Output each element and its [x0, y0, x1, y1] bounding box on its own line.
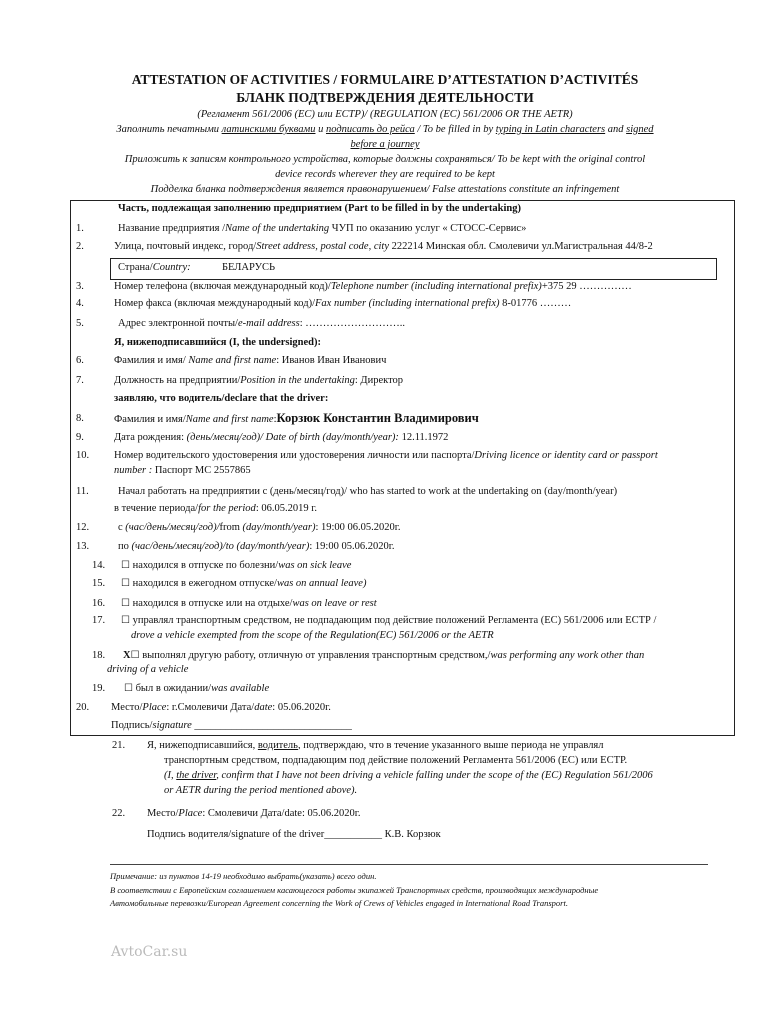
footnote: Примечание: из пунктов 14-19 необходимо выбрать(указать) всего один.	[110, 871, 377, 881]
item-number: 4.	[76, 298, 84, 309]
period-from-field: с (час/день/месяц/год)/from (day/month/year): 19:00 06.05.2020г.	[118, 522, 401, 533]
exempt-vehicle-option-cont: drove a vehicle exempted from the scope of the Regulation(EC) 561/2006 or the AETR	[131, 630, 494, 641]
company-section-heading: Часть, подлежащая заполнению предприятием (Part to be filled in by the undertaking)	[118, 203, 522, 214]
available-option[interactable]: ☐ был в ожидании/was available	[124, 683, 270, 694]
checkbox-icon[interactable]: ☐	[121, 560, 130, 571]
item-number: 10.	[76, 450, 90, 461]
item-number: 18.	[92, 650, 106, 661]
forgery-warning: Подделка бланка подтверждения является правонарушением/ False attestations constitute an infringement	[150, 184, 620, 195]
annual-leave-option[interactable]: ☐ находился в ежегодном отпуске/was on annual leave)	[121, 578, 367, 589]
regulation-reference: (Регламент 561/2006 (ЕС) или ЕСТР)/ (REGULATION (EC) 561/2006 OR THE AETR)	[197, 109, 573, 120]
driver-confirmation-english: (I, the driver, confirm that I have not been driving a vehicle falling under the scope of the (EC) Regulation 561/2006	[164, 770, 653, 781]
checkbox-icon[interactable]: ☐	[130, 650, 140, 661]
manager-name-field: Фамилия и имя/ Name and first name: Иванов Иван Иванович	[114, 355, 387, 366]
footer-divider	[110, 864, 708, 865]
email-field: Адрес электронной почты/e-mail address: ………………………..	[118, 318, 405, 329]
fill-instruction: Заполнить печатными латинскими буквами и подписать до рейса / To be filled in by typing in Latin characters and signed	[116, 124, 654, 135]
driver-signature-field[interactable]: Подпись водителя/signature of the driver___________ К.В. Корзюк	[147, 829, 441, 840]
item-number: 2.	[76, 241, 84, 252]
item-number: 7.	[76, 375, 84, 386]
item-number: 14.	[92, 560, 106, 571]
country-box	[110, 258, 717, 280]
country-field: Страна/Country:	[118, 262, 191, 273]
place-date-field: Место/Place: г.Смолевичи Дата/date: 05.06.2020г.	[111, 702, 331, 713]
sick-leave-option[interactable]: ☐ находился в отпуске по болезни/was on sick leave	[121, 560, 352, 571]
start-work-field: Начал работать на предприятии с (день/месяц/год)/ who has started to work at the undertaking on (day/month/year)	[118, 486, 618, 497]
form-title-russian: БЛАНК ПОДТВЕРЖДЕНИЯ ДЕЯТЕЛЬНОСТИ	[236, 90, 534, 105]
driver-confirmation-english-cont: or AETR during the period mentioned above).	[164, 785, 358, 796]
driver-confirmation-cont: транспортным средством, подпадающим под действие положений Регламента 561/2006 (ЕС) или ЕСТР.	[164, 755, 628, 766]
item-number: 12.	[76, 522, 90, 533]
signature-field[interactable]: Подпись/signature ______________________________	[111, 720, 352, 731]
declare-heading: заявляю, что водитель/declare that the driver:	[114, 393, 329, 404]
item-number: 20.	[76, 702, 90, 713]
checked-mark: X	[123, 650, 131, 661]
agreement-note: В соответствии с Европейским соглашением касающегося работы экипажей Транспортных средств, производящих международные	[110, 885, 599, 895]
checkbox-icon[interactable]: ☐	[124, 683, 133, 694]
leave-rest-option[interactable]: ☐ находился в отпуске или на отдыхе/was on leave or rest	[121, 598, 377, 609]
fill-instruction-cont: before a journey	[350, 139, 420, 150]
item-number: 11.	[76, 486, 89, 497]
other-work-option[interactable]: X☐ выполнял другую работу, отличную от управления транспортным средством,/was performing any work other than	[123, 650, 645, 661]
driver-name-field: Фамилия и имя/Name and first name:Корзюк Константин Владимирович	[114, 411, 479, 425]
item-number: 17.	[92, 615, 106, 626]
item-number: 6.	[76, 355, 84, 366]
driver-place-date-field: Место/Place: Смолевичи Дата/date: 05.06.2020г.	[147, 808, 361, 819]
other-work-option-cont: driving of a vehicle	[107, 664, 189, 675]
licence-field-cont: number : Паспорт МС 2557865	[114, 465, 251, 476]
item-number: 13.	[76, 541, 90, 552]
agreement-note-cont: Автомобильные перевозки/European Agreement concerning the Work of Crews of Vehicles engaged in International Road Transport.	[110, 898, 568, 908]
fax-field: Номер факса (включая международный код)/Fax number (including international prefix) 8-01776 ………	[114, 298, 572, 309]
item-number: 3.	[76, 281, 84, 292]
checkbox-icon[interactable]: ☐	[121, 598, 130, 609]
attach-instruction-cont: device records wherever they are required to be kept	[275, 169, 495, 180]
country-value: БЕЛАРУСЬ	[222, 262, 276, 273]
item-number: 8.	[76, 413, 84, 424]
item-number: 22.	[112, 808, 126, 819]
form-title-english: ATTESTATION OF ACTIVITIES / FORMULAIRE D’ATTESTATION D’ACTIVITÉS	[131, 72, 639, 87]
exempt-vehicle-option[interactable]: ☐ управлял транспортным средством, не подпадающим под действие положений Регламента (ЕС) 561/2006 или ЕСТР /	[121, 615, 657, 626]
telephone-field: Номер телефона (включая международный код)/Telephone number (including international prefix)+375 29 ……………	[114, 281, 632, 292]
item-number: 15.	[92, 578, 106, 589]
item-number: 9.	[76, 432, 84, 443]
attach-instruction: Приложить к записям контрольного устройства, которые должны сохраняться/ To be kept with the original control	[124, 154, 646, 165]
undertaking-name-field: Название предприятия /Name of the undertaking ЧУП по оказанию услуг « СТОСС-Сервис»	[118, 223, 527, 234]
undersigned-heading: Я, нижеподписавшийся (I, the undersigned):	[114, 337, 321, 348]
item-number: 19.	[92, 683, 106, 694]
period-to-field: по (час/день/месяц/год)/to (day/month/year): 19:00 05.06.2020г.	[118, 541, 395, 552]
item-number: 5.	[76, 318, 84, 329]
watermark: AvtoCar.su	[111, 944, 188, 960]
checkbox-icon[interactable]: ☐	[121, 615, 130, 626]
birth-date-field: Дата рождения: (день/месяц/год)/ Date of birth (day/month/year): 12.11.1972	[114, 432, 449, 443]
checkbox-icon[interactable]: ☐	[121, 578, 130, 589]
item-number: 21.	[112, 740, 126, 751]
licence-field: Номер водительского удостоверения или удостоверения личности или паспорта/Driving licence or identity card or passport	[114, 450, 658, 461]
item-number: 16.	[92, 598, 106, 609]
address-field: Улица, почтовый индекс, город/Street address, postal code, city 222214 Минская обл. Смолевичи ул.Магистральная 44/8-2	[114, 241, 653, 252]
position-field: Должность на предприятии/Position in the undertaking: Директор	[114, 375, 404, 386]
item-number: 1.	[76, 223, 84, 234]
driver-confirmation: Я, нижеподписавшийся, водитель, подтверждаю, что в течение указанного выше периода не управлял	[147, 740, 604, 751]
period-field: в течение периода/for the period: 06.05.2019 г.	[114, 503, 317, 514]
